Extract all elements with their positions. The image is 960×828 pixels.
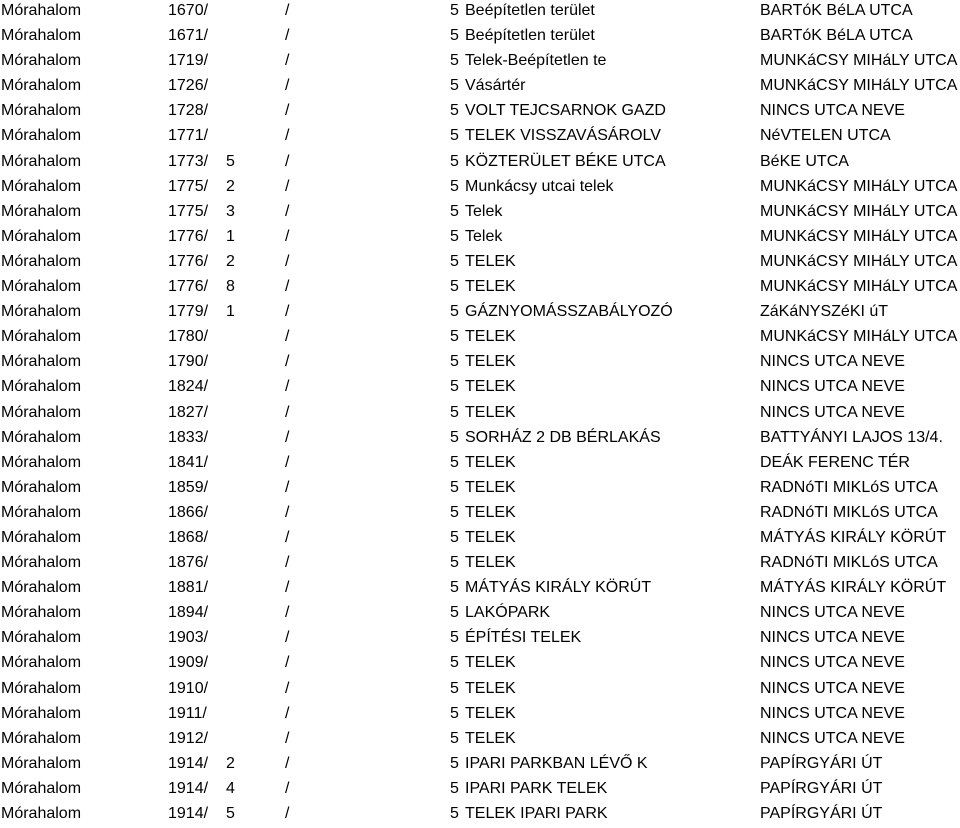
parcel-sub-number-cell: 3	[226, 202, 235, 220]
description-cell: TELEK	[465, 453, 516, 471]
code-cell: 5	[450, 779, 459, 797]
description-cell: TELEK	[465, 353, 516, 371]
description-cell: MÁTYÁS KIRÁLY KÖRÚT	[465, 579, 652, 597]
separator-cell: /	[285, 629, 290, 647]
parcel-sub-number-cell: 1	[226, 303, 235, 321]
table-row	[0, 376, 960, 401]
separator-cell: /	[285, 378, 290, 396]
street-cell: BéKE UTCA	[760, 152, 849, 170]
city-cell: Mórahalom	[1, 428, 82, 446]
city-cell: Mórahalom	[1, 754, 82, 772]
table-row	[0, 452, 960, 477]
table-row	[0, 226, 960, 251]
separator-cell: /	[285, 77, 290, 95]
parcel-number-cell: 1909/	[168, 654, 209, 672]
parcel-number-cell: 1876/	[168, 554, 209, 572]
table-row	[0, 602, 960, 627]
city-cell: Mórahalom	[1, 779, 82, 797]
code-cell: 5	[450, 654, 459, 672]
separator-cell: /	[285, 2, 290, 19]
separator-cell: /	[285, 52, 290, 70]
separator-cell: /	[285, 403, 290, 421]
table-row	[0, 678, 960, 703]
separator-cell: /	[285, 729, 290, 747]
separator-cell: /	[285, 754, 290, 772]
description-cell: Beépítetlen terület	[465, 2, 595, 19]
separator-cell: /	[285, 478, 290, 496]
city-cell: Mórahalom	[1, 328, 82, 346]
street-cell: NINCS UTCA NEVE	[760, 102, 905, 120]
street-cell: BARTóK BéLA UTCA	[760, 2, 913, 19]
street-cell: NINCS UTCA NEVE	[760, 729, 905, 747]
table-row	[0, 50, 960, 75]
description-cell: IPARI PARKBAN LÉVŐ K	[465, 754, 648, 772]
description-cell: VOLT TEJCSARNOK GAZD	[465, 102, 666, 120]
parcel-sub-number-cell: 2	[226, 252, 235, 270]
city-cell: Mórahalom	[1, 303, 82, 321]
parcel-sub-number-cell: 2	[226, 754, 235, 772]
description-cell: Vásártér	[465, 77, 526, 95]
parcel-number-cell: 1859/	[168, 478, 209, 496]
city-cell: Mórahalom	[1, 503, 82, 521]
code-cell: 5	[450, 252, 459, 270]
parcel-number-cell: 1773/	[168, 152, 209, 170]
city-cell: Mórahalom	[1, 654, 82, 672]
code-cell: 5	[450, 704, 459, 722]
code-cell: 5	[450, 202, 459, 220]
code-cell: 5	[450, 227, 459, 245]
description-cell: TELEK	[465, 503, 516, 521]
table-row	[0, 627, 960, 652]
code-cell: 5	[450, 27, 459, 45]
parcel-number-cell: 1824/	[168, 378, 209, 396]
code-cell: 5	[450, 328, 459, 346]
city-cell: Mórahalom	[1, 278, 82, 296]
description-cell: GÁZNYOMÁSSZABÁLYOZÓ	[465, 303, 673, 321]
code-cell: 5	[450, 2, 459, 19]
city-cell: Mórahalom	[1, 252, 82, 270]
table-row	[0, 301, 960, 326]
city-cell: Mórahalom	[1, 378, 82, 396]
street-cell: ZáKáNYSZéKI úT	[760, 303, 889, 321]
street-cell: NINCS UTCA NEVE	[760, 353, 905, 371]
code-cell: 5	[450, 152, 459, 170]
city-cell: Mórahalom	[1, 177, 82, 195]
table-row	[0, 577, 960, 602]
street-cell: MUNKáCSY MIHáLY UTCA	[760, 227, 958, 245]
code-cell: 5	[450, 52, 459, 70]
street-cell: MÁTYÁS KIRÁLY KÖRÚT	[760, 579, 947, 597]
street-cell: MUNKáCSY MIHáLY UTCA	[760, 252, 958, 270]
street-cell: RADNóTI MIKLóS UTCA	[760, 478, 938, 496]
parcel-number-cell: 1771/	[168, 127, 209, 145]
table-row	[0, 176, 960, 201]
code-cell: 5	[450, 127, 459, 145]
street-cell: NINCS UTCA NEVE	[760, 629, 905, 647]
description-cell: TELEK	[465, 378, 516, 396]
separator-cell: /	[285, 278, 290, 296]
street-cell: MUNKáCSY MIHáLY UTCA	[760, 202, 958, 220]
description-cell: TELEK	[465, 278, 516, 296]
description-cell: TELEK IPARI PARK	[465, 805, 608, 822]
table-row	[0, 778, 960, 803]
city-cell: Mórahalom	[1, 202, 82, 220]
code-cell: 5	[450, 403, 459, 421]
description-cell: TELEK	[465, 478, 516, 496]
street-cell: MÁTYÁS KIRÁLY KÖRÚT	[760, 528, 947, 546]
street-cell: NINCS UTCA NEVE	[760, 604, 905, 622]
parcel-number-cell: 1841/	[168, 453, 209, 471]
table-row	[0, 351, 960, 376]
street-cell: NINCS UTCA NEVE	[760, 654, 905, 672]
separator-cell: /	[285, 177, 290, 195]
parcel-number-cell: 1903/	[168, 629, 209, 647]
street-cell: NINCS UTCA NEVE	[760, 378, 905, 396]
table-row	[0, 326, 960, 351]
street-cell: NINCS UTCA NEVE	[760, 403, 905, 421]
table-row	[0, 728, 960, 753]
code-cell: 5	[450, 177, 459, 195]
description-cell: TELEK	[465, 403, 516, 421]
code-cell: 5	[450, 805, 459, 822]
table-row	[0, 477, 960, 502]
city-cell: Mórahalom	[1, 152, 82, 170]
table-row	[0, 502, 960, 527]
separator-cell: /	[285, 428, 290, 446]
table-row	[0, 803, 960, 828]
parcel-number-cell: 1827/	[168, 403, 209, 421]
separator-cell: /	[285, 252, 290, 270]
parcel-number-cell: 1775/	[168, 202, 209, 220]
separator-cell: /	[285, 453, 290, 471]
table-row	[0, 527, 960, 552]
city-cell: Mórahalom	[1, 604, 82, 622]
parcel-number-cell: 1881/	[168, 579, 209, 597]
parcel-number-cell: 1779/	[168, 303, 209, 321]
parcel-number-cell: 1780/	[168, 328, 209, 346]
description-cell: TELEK	[465, 252, 516, 270]
description-cell: ÉPÍTÉSI TELEK	[465, 629, 582, 647]
street-cell: RADNóTI MIKLóS UTCA	[760, 554, 938, 572]
parcel-number-cell: 1776/	[168, 278, 209, 296]
description-cell: IPARI PARK TELEK	[465, 779, 608, 797]
code-cell: 5	[450, 729, 459, 747]
code-cell: 5	[450, 528, 459, 546]
parcel-number-cell: 1775/	[168, 177, 209, 195]
parcel-number-cell: 1914/	[168, 805, 209, 822]
code-cell: 5	[450, 77, 459, 95]
city-cell: Mórahalom	[1, 629, 82, 647]
description-cell: TELEK	[465, 679, 516, 697]
code-cell: 5	[450, 353, 459, 371]
street-cell: RADNóTI MIKLóS UTCA	[760, 503, 938, 521]
city-cell: Mórahalom	[1, 704, 82, 722]
street-cell: PAPÍRGYÁRI ÚT	[760, 805, 883, 822]
street-cell: DEÁK FERENC TÉR	[760, 453, 910, 471]
street-cell: NéVTELEN UTCA	[760, 127, 891, 145]
street-cell: PAPÍRGYÁRI ÚT	[760, 754, 883, 772]
street-cell: MUNKáCSY MIHáLY UTCA	[760, 52, 958, 70]
parcel-number-cell: 1866/	[168, 503, 209, 521]
street-cell: BATTYÁNYI LAJOS 13/4.	[760, 428, 943, 446]
separator-cell: /	[285, 554, 290, 572]
separator-cell: /	[285, 202, 290, 220]
city-cell: Mórahalom	[1, 729, 82, 747]
description-cell: LAKÓPARK	[465, 604, 551, 622]
city-cell: Mórahalom	[1, 554, 82, 572]
city-cell: Mórahalom	[1, 2, 82, 19]
parcel-number-cell: 1671/	[168, 27, 209, 45]
description-cell: Beépítetlen terület	[465, 27, 595, 45]
description-cell: Telek	[465, 227, 503, 245]
parcel-number-cell: 1911/	[168, 704, 207, 722]
description-cell: Munkácsy utcai telek	[465, 177, 614, 195]
street-cell: PAPÍRGYÁRI ÚT	[760, 779, 883, 797]
code-cell: 5	[450, 278, 459, 296]
description-cell: TELEK	[465, 654, 516, 672]
street-cell: MUNKáCSY MIHáLY UTCA	[760, 328, 958, 346]
description-cell: Telek	[465, 202, 503, 220]
code-cell: 5	[450, 428, 459, 446]
parcel-number-cell: 1790/	[168, 353, 209, 371]
description-cell: SORHÁZ 2 DB BÉRLAKÁS	[465, 428, 661, 446]
separator-cell: /	[285, 679, 290, 697]
description-cell: TELEK	[465, 704, 516, 722]
description-cell: Telek-Beépítetlen te	[465, 52, 607, 70]
table-row	[0, 703, 960, 728]
separator-cell: /	[285, 779, 290, 797]
code-cell: 5	[450, 554, 459, 572]
separator-cell: /	[285, 102, 290, 120]
table-row	[0, 251, 960, 276]
separator-cell: /	[285, 528, 290, 546]
city-cell: Mórahalom	[1, 77, 82, 95]
parcel-sub-number-cell: 8	[226, 278, 235, 296]
street-cell: NINCS UTCA NEVE	[760, 679, 905, 697]
city-cell: Mórahalom	[1, 679, 82, 697]
parcel-number-cell: 1776/	[168, 227, 209, 245]
parcel-number-cell: 1914/	[168, 779, 209, 797]
code-cell: 5	[450, 453, 459, 471]
parcel-number-cell: 1914/	[168, 754, 209, 772]
table-row	[0, 100, 960, 125]
code-cell: 5	[450, 579, 459, 597]
city-cell: Mórahalom	[1, 227, 82, 245]
table-row	[0, 25, 960, 50]
code-cell: 5	[450, 754, 459, 772]
separator-cell: /	[285, 353, 290, 371]
parcel-number-cell: 1833/	[168, 428, 209, 446]
table-row	[0, 402, 960, 427]
parcel-number-cell: 1776/	[168, 252, 209, 270]
parcel-number-cell: 1728/	[168, 102, 209, 120]
city-cell: Mórahalom	[1, 127, 82, 145]
table-row	[0, 753, 960, 778]
separator-cell: /	[285, 227, 290, 245]
separator-cell: /	[285, 303, 290, 321]
city-cell: Mórahalom	[1, 579, 82, 597]
city-cell: Mórahalom	[1, 453, 82, 471]
description-cell: TELEK	[465, 528, 516, 546]
table-row	[0, 151, 960, 176]
city-cell: Mórahalom	[1, 528, 82, 546]
table-row	[0, 276, 960, 301]
table-row	[0, 125, 960, 150]
table-row	[0, 552, 960, 577]
separator-cell: /	[285, 503, 290, 521]
description-cell: TELEK	[465, 554, 516, 572]
description-cell: TELEK	[465, 328, 516, 346]
separator-cell: /	[285, 152, 290, 170]
code-cell: 5	[450, 478, 459, 496]
description-cell: TELEK	[465, 729, 516, 747]
code-cell: 5	[450, 303, 459, 321]
parcel-number-cell: 1670/	[168, 2, 209, 19]
table-row	[0, 75, 960, 100]
separator-cell: /	[285, 654, 290, 672]
code-cell: 5	[450, 102, 459, 120]
city-cell: Mórahalom	[1, 478, 82, 496]
street-cell: MUNKáCSY MIHáLY UTCA	[760, 77, 958, 95]
table-row	[0, 0, 960, 25]
city-cell: Mórahalom	[1, 27, 82, 45]
description-cell: TELEK VISSZAVÁSÁROLV	[465, 127, 661, 145]
parcel-sub-number-cell: 2	[226, 177, 235, 195]
parcel-sub-number-cell: 4	[226, 779, 235, 797]
separator-cell: /	[285, 127, 290, 145]
parcel-number-cell: 1910/	[168, 679, 209, 697]
code-cell: 5	[450, 604, 459, 622]
separator-cell: /	[285, 604, 290, 622]
code-cell: 5	[450, 629, 459, 647]
street-cell: NINCS UTCA NEVE	[760, 704, 905, 722]
table-row	[0, 201, 960, 226]
code-cell: 5	[450, 503, 459, 521]
separator-cell: /	[285, 579, 290, 597]
street-cell: MUNKáCSY MIHáLY UTCA	[760, 278, 958, 296]
city-cell: Mórahalom	[1, 102, 82, 120]
code-cell: 5	[450, 378, 459, 396]
street-cell: MUNKáCSY MIHáLY UTCA	[760, 177, 958, 195]
parcel-sub-number-cell: 5	[226, 805, 235, 822]
description-cell: KÖZTERÜLET BÉKE UTCA	[465, 152, 666, 170]
parcel-sub-number-cell: 1	[226, 227, 235, 245]
table-row	[0, 427, 960, 452]
parcel-number-cell: 1894/	[168, 604, 209, 622]
parcel-sub-number-cell: 5	[226, 152, 235, 170]
city-cell: Mórahalom	[1, 805, 82, 822]
separator-cell: /	[285, 805, 290, 822]
separator-cell: /	[285, 27, 290, 45]
code-cell: 5	[450, 679, 459, 697]
city-cell: Mórahalom	[1, 52, 82, 70]
city-cell: Mórahalom	[1, 403, 82, 421]
parcel-number-cell: 1719/	[168, 52, 209, 70]
separator-cell: /	[285, 328, 290, 346]
parcel-number-cell: 1912/	[168, 729, 209, 747]
table-row	[0, 652, 960, 677]
parcel-number-cell: 1726/	[168, 77, 209, 95]
parcel-number-cell: 1868/	[168, 528, 209, 546]
city-cell: Mórahalom	[1, 353, 82, 371]
separator-cell: /	[285, 704, 290, 722]
street-cell: BARTóK BéLA UTCA	[760, 27, 913, 45]
